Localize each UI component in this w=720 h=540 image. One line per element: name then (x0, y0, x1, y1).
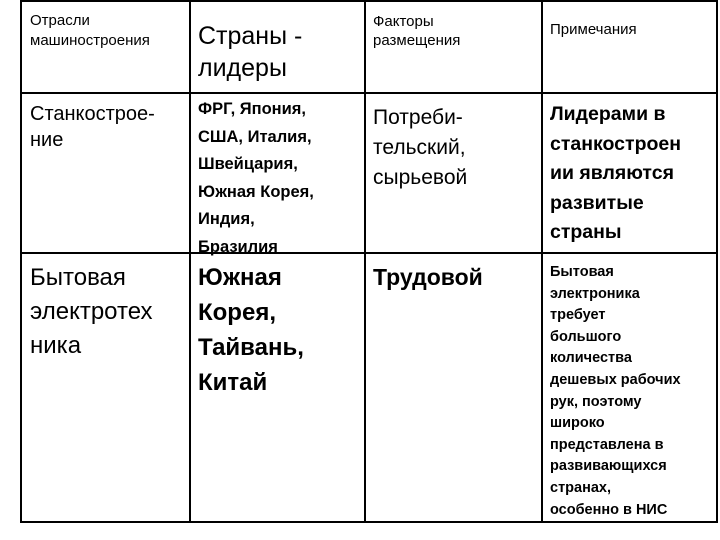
table-border-right (716, 0, 718, 523)
row-divider-header (20, 92, 718, 94)
industry-table (20, 0, 718, 523)
col-divider-2 (364, 0, 366, 523)
row2-factors: Трудовой (373, 264, 483, 290)
table-border-left (20, 0, 22, 523)
row1-factors: Потреби- тельский, сырьевой (373, 106, 468, 189)
header-countries: Страны - лидеры (198, 22, 303, 82)
row1-countries: ФРГ, Япония, США, Италия, Швейцария, Южная Корея, Индия, Бразилия (198, 100, 314, 256)
row2-notes: Бытовая электроника требует большого количества дешевых рабочих рук, поэтому широко представлена в развивающихся странах, особенно в НИС (550, 264, 681, 518)
header-industry: Отрасли машиностроения (30, 12, 150, 49)
header-notes: Примечания (550, 21, 637, 38)
row2-countries: Южная Корея, Тайвань, Китай (198, 264, 304, 396)
col-divider-1 (189, 0, 191, 523)
header-factors: Факторы размещения (373, 13, 461, 49)
row-divider-1 (20, 252, 718, 254)
table-border-top (20, 0, 718, 2)
col-divider-3 (541, 0, 543, 523)
row1-industry: Станкострое- ние (30, 103, 155, 151)
row1-notes: Лидерами в станкостроен ии являются развитые страны (550, 103, 682, 243)
row2-industry: Бытовая электротех ника (30, 264, 153, 359)
table-border-bottom (20, 521, 718, 523)
